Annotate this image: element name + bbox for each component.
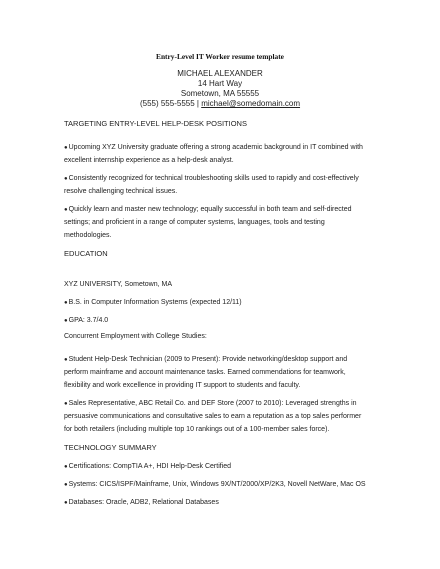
objective-bullet-1-line-1: ●Upcoming XYZ University graduate offering a strong academic background in IT combined with — [64, 144, 363, 151]
bullet-icon: ● — [64, 482, 68, 488]
email-link[interactable]: michael@somedomain.com — [201, 99, 301, 108]
address-line-2: Sometown, MA 55555 — [180, 89, 260, 98]
contact-line — [0, 99, 440, 109]
tech-item-databases: ●Databases: Oracle, ADB2, Relational Databases — [64, 499, 219, 506]
bullet-icon: ● — [64, 300, 68, 306]
employment-heading: Concurrent Employment with College Studies: — [64, 333, 207, 340]
bullet-icon: ● — [64, 207, 68, 213]
objective-bullet-3-line-1: ●Quickly learn and master new technology; equally successful in both team and self-directed — [64, 206, 352, 213]
objective-bullet-2-line-2: resolve challenging technical issues. — [64, 188, 178, 195]
tech-item-systems: ●Systems: CICS/ISPF/Mainframe, Unix, Windows 9X/NT/2000/XP/2K3, Novell NetWare, Mac OS — [64, 481, 366, 488]
objective-bullet-3-line-2: settings; and proficient in a range of computer systems, languages, tools and testing — [64, 219, 325, 226]
job-1-line-3: flexibility and work excellence in providing IT support to students and faculty. — [64, 382, 301, 389]
bullet-icon: ● — [64, 318, 68, 324]
tech-heading: TECHNOLOGY SUMMARY — [64, 443, 157, 452]
address-line-1: 14 Hart Way — [197, 79, 243, 88]
bullet-icon: ● — [64, 464, 68, 470]
bullet-icon: ● — [64, 145, 68, 151]
document-title: Entry-Level IT Worker resume template — [156, 52, 284, 61]
objective-bullet-1-line-2: excellent internship experience as a help-desk analyst. — [64, 157, 234, 164]
candidate-name: MICHAEL ALEXANDER — [177, 69, 263, 78]
phone: (555) 555-5555 | — [139, 99, 199, 108]
bullet-icon: ● — [64, 176, 68, 182]
school-line: XYZ UNIVERSITY, Sometown, MA — [64, 281, 173, 288]
degree-line: ●B.S. in Computer Information Systems (expected 12/11) — [64, 299, 242, 306]
job-2-line-2: persuasive communications and consultative sales to earn a reputation as a top sales performer — [64, 413, 362, 420]
bullet-icon: ● — [64, 401, 68, 407]
bullet-icon: ● — [64, 357, 68, 363]
job-2-line-3: for both retailers (including multiple top 10 rankings out of a 100-member sales force). — [64, 426, 330, 433]
objective-heading: TARGETING ENTRY-LEVEL HELP-DESK POSITIONS — [64, 119, 247, 128]
objective-bullet-3-line-3: methodologies. — [64, 232, 112, 239]
tech-item-certifications: ●Certifications: CompTIA A+, HDI Help-Desk Certified — [64, 463, 232, 470]
education-heading: EDUCATION — [64, 249, 108, 258]
job-1-line-1: ●Student Help-Desk Technician (2009 to Present): Provide networking/desktop support and — [64, 356, 348, 363]
job-2-line-1: ●Sales Representative, ABC Retail Co. and DEF Store (2007 to 2010): Leveraged strengths in — [64, 400, 357, 407]
objective-bullet-2-line-1: ●Consistently recognized for technical troubleshooting skills used to rapidly and cost-effectively — [64, 175, 359, 182]
bullet-icon: ● — [64, 500, 68, 506]
job-1-line-2: perform mainframe and account maintenance tasks. Earned commendations for teamwork, — [64, 369, 346, 376]
gpa-line: ●GPA: 3.7/4.0 — [64, 317, 109, 324]
